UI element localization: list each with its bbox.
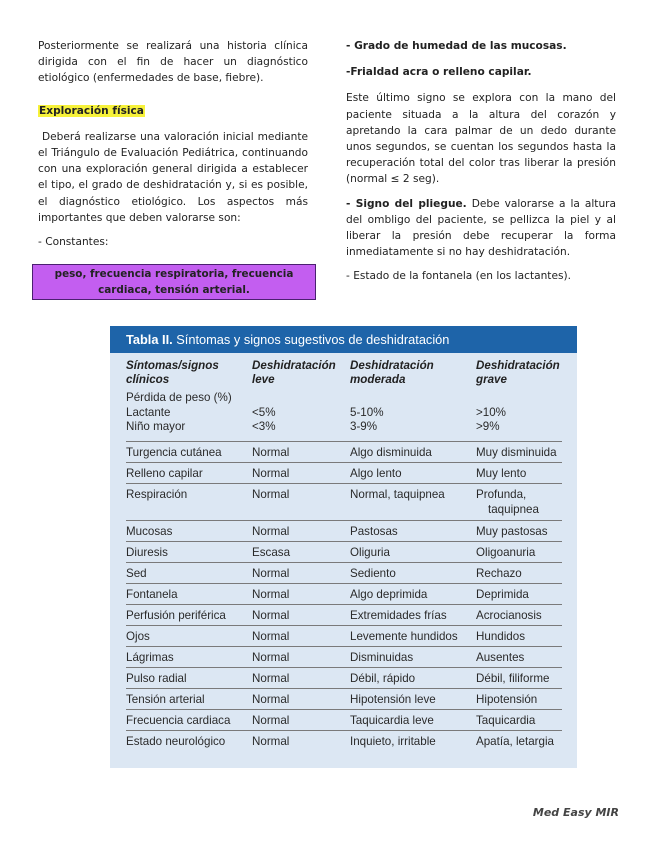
intro-paragraph: Posteriormente se realizará una historia clínica dirigida con el fin de hacer un diagnóstico etiológico (enfermedades de base, fiebre). xyxy=(38,40,308,85)
row-leve: Normal xyxy=(252,609,290,622)
row-sign: Diuresis xyxy=(126,546,168,559)
row-leve: Normal xyxy=(252,693,290,706)
row-grave: Hipotensión xyxy=(476,693,538,706)
table-row xyxy=(126,709,562,730)
pliegue-paragraph xyxy=(346,196,616,261)
row-grave: Taquicardia xyxy=(476,714,536,727)
table-title-text: Síntomas y signos sugestivos de deshidratación xyxy=(172,332,450,347)
row-sign: Pulso radial xyxy=(126,672,187,685)
row-sign: Ojos xyxy=(126,630,150,643)
relleno-paragraph: Este último signo se explora con la mano del paciente situada a la altura del corazón y apretando la cara palmar de un dedo durante unos segundos, se cuentan los segundos hasta la recuperación total del color tras liberar la presión (normal ≤ 2 seg). xyxy=(346,92,616,186)
table-row xyxy=(126,520,562,541)
header-signs: Síntomas/signos clínicos xyxy=(126,359,219,386)
dehydration-table xyxy=(110,326,577,768)
row-grave: Débil, filiforme xyxy=(476,672,550,685)
row-moderada: Disminuidas xyxy=(350,651,414,664)
weight-lactante-label: Lactante xyxy=(126,405,171,419)
table-row xyxy=(126,730,562,751)
row-leve: Escasa xyxy=(252,546,291,559)
row-leve: Normal xyxy=(252,525,290,538)
row-grave-line: Profunda, xyxy=(476,488,527,501)
row-sign: Mucosas xyxy=(126,525,173,538)
row-grave: Deprimida xyxy=(476,588,529,601)
row-grave: Apatía, letargia xyxy=(476,735,554,748)
row-grave: Acrocianosis xyxy=(476,609,542,622)
row-grave: Muy disminuida xyxy=(476,446,557,459)
table-body xyxy=(126,359,562,751)
row-moderada: Taquicardia leve xyxy=(350,714,434,727)
fontanela-item: - Estado de la fontanela (en los lactantes). xyxy=(346,270,571,283)
row-moderada: Oliguria xyxy=(350,546,390,559)
row-leve: Normal xyxy=(252,735,290,748)
table-title-number: Tabla II. xyxy=(126,332,173,347)
table-row xyxy=(126,646,562,667)
header-grave: Deshidratación grave xyxy=(476,359,560,386)
row-grave: Muy lento xyxy=(476,467,527,480)
constantes-label: - Constantes: xyxy=(38,236,109,249)
row-sign: Respiración xyxy=(126,488,188,501)
exploration-paragraph: Deberá realizarse una valoración inicial mediante el Triángulo de Evaluación Pediátrica, continuando con una exploración general dirigida a establecer el tipo, el grado de deshidratación y, si es posible, el diagnóstico etiológico. Los aspectos más importantes que deben valorarse son: xyxy=(38,130,308,224)
row-grave: Muy pastosas xyxy=(476,525,548,538)
row-sign: Fontanela xyxy=(126,588,178,601)
row-sign: Lágrimas xyxy=(126,651,174,664)
constantes-box: peso, frecuencia respiratoria, frecuencia cardiaca, tensión arterial. xyxy=(32,264,316,300)
row-sign: Sed xyxy=(126,567,147,580)
row-leve: Normal xyxy=(252,714,290,727)
row-leve: Normal xyxy=(252,651,290,664)
row-moderada: Inquieto, irritable xyxy=(350,735,436,748)
table-title xyxy=(110,326,577,353)
table-row xyxy=(126,604,562,625)
row-sign: Turgencia cutánea xyxy=(126,446,222,459)
row-leve: Normal xyxy=(252,467,290,480)
row-grave: Ausentes xyxy=(476,651,525,664)
row-moderada: Pastosas xyxy=(350,525,398,538)
table-header xyxy=(126,359,562,391)
row-grave: Rechazo xyxy=(476,567,522,580)
frialdad-item: -Frialdad acra o relleno capilar. xyxy=(346,66,532,79)
row-moderada: Hipotensión leve xyxy=(350,693,436,706)
weight-moderada-nino: 3-9% xyxy=(350,420,378,433)
exploration-heading: Exploración física xyxy=(39,104,144,117)
weight-leve-lactante: <5% xyxy=(252,405,276,419)
row-moderada: Débil, rápido xyxy=(350,672,416,685)
row-leve: Normal xyxy=(252,630,290,643)
row-sign: Estado neurológico xyxy=(126,735,226,748)
weight-grave-lactante: >10% xyxy=(476,405,506,419)
footer-brand: Med Easy MIR xyxy=(532,806,619,819)
row-grave xyxy=(476,487,562,517)
row-leve: Normal xyxy=(252,588,290,601)
row-grave-line: taquipnea xyxy=(488,503,539,516)
row-grave: Hundidos xyxy=(476,630,525,643)
row-moderada: Levemente hundidos xyxy=(350,630,458,643)
right-column xyxy=(346,38,616,285)
row-moderada: Algo deprimida xyxy=(350,588,428,601)
row-moderada: Sediento xyxy=(350,567,396,580)
weight-grave-nino: >9% xyxy=(476,420,500,433)
left-column xyxy=(38,38,308,250)
row-sign: Frecuencia cardiaca xyxy=(126,714,231,727)
row-sign: Tensión arterial xyxy=(126,693,205,706)
table-row xyxy=(126,562,562,583)
pliegue-text: Debe valorarse a la altura del ombligo del paciente, se pellizca la piel y al liberar la presión debe recuperar la forma inmediatamente si no hay deshidratación. xyxy=(346,197,617,259)
row-moderada: Extremidades frías xyxy=(350,609,447,622)
weight-loss-label: Pérdida de peso (%) xyxy=(126,391,232,404)
row-moderada: Algo lento xyxy=(350,467,402,480)
table-row xyxy=(126,583,562,604)
row-leve: Normal xyxy=(252,672,290,685)
weight-leve-nino: <3% xyxy=(252,420,276,433)
row-grave: Oligoanuria xyxy=(476,546,536,559)
row-leve: Normal xyxy=(252,446,290,459)
table-row xyxy=(126,441,562,462)
weight-moderada-lactante: 5-10% xyxy=(350,405,384,419)
row-moderada: Algo disminuida xyxy=(350,446,432,459)
table-row xyxy=(126,483,562,520)
row-leve: Normal xyxy=(252,488,290,501)
table-row xyxy=(126,625,562,646)
weight-loss-row xyxy=(126,391,562,441)
weight-nino-label: Niño mayor xyxy=(126,420,186,433)
table-rows xyxy=(126,441,562,751)
table-row xyxy=(126,688,562,709)
row-sign: Perfusión periférica xyxy=(126,609,226,622)
pliegue-label: - Signo del pliegue. xyxy=(346,197,467,210)
mucosas-item: - Grado de humedad de las mucosas. xyxy=(346,40,567,52)
table-row xyxy=(126,462,562,483)
header-leve: Deshidratación leve xyxy=(252,359,336,386)
row-sign: Relleno capilar xyxy=(126,467,203,480)
table-row xyxy=(126,541,562,562)
header-moderada: Deshidratación moderada xyxy=(350,359,434,386)
row-moderada: Normal, taquipnea xyxy=(350,488,445,501)
table-row xyxy=(126,667,562,688)
row-leve: Normal xyxy=(252,567,290,580)
